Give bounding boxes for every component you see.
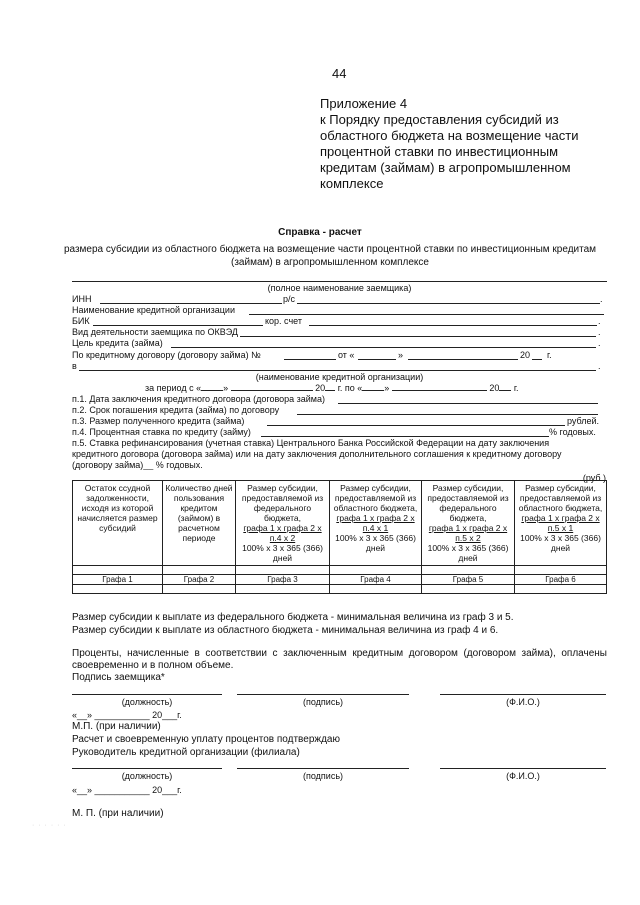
borrower-signature-label: Подпись заемщика*	[72, 672, 165, 683]
blank-cell	[330, 566, 422, 575]
formula-denominator: 100% х 3 х 365 (366) дней	[335, 533, 416, 553]
point-1: п.1. Дата заключения кредитного договора (договора займа)	[72, 394, 326, 404]
column-number: Графа 4	[330, 575, 422, 585]
borrower-name-caption: (полное наименование заемщика)	[267, 283, 412, 293]
inn-line	[100, 303, 282, 304]
period-end: г.	[513, 383, 519, 393]
header-cell	[515, 481, 607, 566]
appendix-heading	[320, 96, 620, 192]
period-row	[145, 383, 519, 393]
bik-line	[93, 325, 263, 326]
kor-line	[309, 325, 597, 326]
position-caption: (должность)	[121, 771, 173, 781]
okved-label: Вид деятельности заемщика по ОКВЭД	[72, 327, 238, 337]
blank-cell	[515, 585, 607, 594]
point-3: п.3. Размер полученного кредита (займа)	[72, 416, 245, 426]
contract-month-line	[408, 359, 518, 360]
bik-label: БИК	[72, 316, 90, 326]
blank-cell	[73, 566, 163, 575]
column-number: Графа 5	[422, 575, 515, 585]
appendix-line: Приложение 4	[320, 96, 408, 111]
credit-org-prefix: в	[72, 361, 77, 371]
header-cell-text: Размер субсидии, предоставляемой из федерального бюджета,	[427, 483, 509, 523]
formula-numerator: графа 1 х графа 2 х п.4 х 2	[243, 523, 322, 543]
point-4-unit: % годовых.	[549, 427, 596, 437]
signature-line	[237, 768, 409, 769]
period-quote: »	[384, 383, 390, 393]
okved-line	[240, 336, 596, 337]
column-number: Графа 6	[515, 575, 607, 585]
period-year: 20	[315, 383, 326, 393]
currency-note: (руб.)	[582, 473, 606, 483]
period-to: г. по «	[337, 383, 363, 393]
formula-numerator: графа 1 х графа 2 х п.4 х 1	[336, 513, 415, 533]
blank-cell	[515, 566, 607, 575]
quote-close: »	[398, 350, 404, 360]
year-prefix: 20	[520, 350, 531, 360]
subsidy-calculation-table	[72, 480, 607, 594]
table-blank-row	[73, 585, 607, 594]
signature-line	[237, 694, 409, 695]
header-cell: Остаток ссудной задолженности, исходя из которой начисляется размер субсидий	[73, 481, 163, 566]
header-cell-text: Размер субсидии, предоставляемой из областного бюджета,	[518, 483, 603, 513]
position-line	[72, 768, 222, 769]
point-4-line	[261, 436, 549, 437]
position-caption: (должность)	[121, 697, 173, 707]
point-2: п.2. Срок погашения кредита (займа) по договору	[72, 405, 280, 415]
point-5-line-3: (договору займа)__ % годовых.	[72, 460, 203, 470]
header-cell: Количество дней пользования кредитом (займом) в расчетном периоде	[163, 481, 236, 566]
header-cell-text: Размер субсидии, предоставляемой из областного бюджета,	[333, 483, 418, 513]
rs-line	[297, 303, 600, 304]
appendix-line: к Порядку предоставления субсидий из	[320, 112, 559, 127]
table-column-numbers-row	[73, 575, 607, 585]
document-subtitle: размера субсидии из областного бюджета на возмещение части процентной ставки по инвестиционным кредитам (займам) в агропромышленном комплексе	[63, 244, 597, 268]
page-number: 44	[332, 66, 347, 81]
header-cell	[330, 481, 422, 566]
row-end-dot: .	[598, 327, 601, 337]
payment-statement: Проценты, начисленные в соответствии с заключенным кредитным договором (договором займа), оплачены своевременно и в полном объеме.	[72, 648, 607, 671]
appendix-line: кредитам (займам) в агропромышленном	[320, 160, 571, 175]
signature-caption: (подпись)	[302, 771, 344, 781]
stamp-note: М.П. (при наличии)	[72, 721, 161, 732]
date-line: «__» ___________ 20___г.	[72, 710, 182, 720]
confirm-line-2: Руководитель кредитной организации (филиала)	[72, 747, 300, 758]
contract-date-from: от «	[338, 350, 355, 360]
blank-cell	[422, 566, 515, 575]
kor-label: кор. счет	[265, 316, 302, 326]
purpose-line	[171, 347, 596, 348]
contract-day-line	[358, 359, 396, 360]
header-cell	[422, 481, 515, 566]
fio-line	[440, 768, 606, 769]
formula-denominator: 100% х 3 х 365 (366) дней	[427, 543, 509, 563]
point-5-line-1: п.5. Ставка рефинансирования (учетная ставка) Центрального Банка Российской Федерации на дату заключения	[72, 438, 550, 448]
fio-caption: (Ф.И.О.)	[506, 771, 540, 781]
bank-name-label: Наименование кредитной организации	[72, 305, 235, 315]
period-year: 20	[489, 383, 500, 393]
appendix-line: процентной ставки по инвестиционным	[320, 144, 559, 159]
formula-denominator: 100% х 3 х 365 (366) дней	[242, 543, 323, 563]
confirm-line-1: Расчет и своевременную уплату процентов подтверждаю	[72, 734, 340, 745]
point-3-unit: рублей.	[567, 416, 600, 426]
position-line	[72, 694, 222, 695]
point-1-line	[338, 403, 598, 404]
table-header-row	[73, 481, 607, 566]
document-title: Справка - расчет	[278, 227, 362, 238]
inn-label: ИНН	[72, 294, 92, 304]
blank-cell	[163, 566, 236, 575]
blank-cell	[422, 585, 515, 594]
appendix-line: областного бюджета на возмещение части	[320, 128, 579, 143]
contract-number-line	[284, 359, 336, 360]
appendix-line: комплексе	[320, 176, 384, 191]
blank-cell	[330, 585, 422, 594]
credit-org-caption: (наименование кредитной организации)	[255, 372, 424, 382]
date-line: «__» ___________ 20___г.	[72, 785, 182, 795]
row-end-dot: .	[600, 294, 603, 304]
stamp-note: М. П. (при наличии)	[72, 808, 164, 819]
header-cell	[236, 481, 330, 566]
blank-cell	[236, 566, 330, 575]
scan-artifact: · · · · · ·	[32, 822, 67, 829]
row-end-dot: .	[598, 338, 601, 348]
point-4: п.4. Процентная ставка по кредиту (займу)	[72, 427, 251, 437]
formula-numerator: графа 1 х графа 2 х п.5 х 1	[521, 513, 600, 533]
header-cell-text: Размер субсидии, предоставляемой из федерального бюджета,	[241, 483, 324, 523]
rs-label: р/с	[283, 294, 296, 304]
formula-numerator: графа 1 х графа 2 х п.5 х 2	[428, 523, 508, 543]
fio-line	[440, 694, 606, 695]
period-quote: »	[223, 383, 229, 393]
borrower-name-line	[72, 281, 607, 282]
row-end-dot: .	[598, 361, 601, 371]
column-number: Графа 1	[73, 575, 163, 585]
column-number: Графа 3	[236, 575, 330, 585]
blank-cell	[163, 585, 236, 594]
fio-caption: (Ф.И.О.)	[506, 697, 540, 707]
formula-denominator: 100% х 3 х 365 (366) дней	[520, 533, 601, 553]
purpose-label: Цель кредита (займа)	[72, 338, 163, 348]
point-3-line	[267, 425, 565, 426]
blank-cell	[73, 585, 163, 594]
contract-label: По кредитному договору (договору займа) №	[72, 350, 261, 360]
column-number: Графа 2	[163, 575, 236, 585]
summary-federal: Размер субсидии к выплате из федерального бюджета - минимальная величина из граф 3 и 5.	[72, 612, 514, 623]
point-2-line	[297, 414, 598, 415]
point-5-line-2: кредитного договора (договора займа) или на дату заключения дополнительного соглашения к кредитному договору	[72, 449, 562, 459]
table-blank-row	[73, 566, 607, 575]
blank-cell	[236, 585, 330, 594]
row-end-dot: .	[598, 316, 601, 326]
summary-regional: Размер субсидии к выплате из областного бюджета - минимальная величина из граф 4 и 6.	[72, 625, 499, 636]
credit-org-line	[79, 370, 596, 371]
bank-name-line	[249, 314, 604, 315]
year-suffix: г.	[547, 350, 552, 360]
year-line	[532, 359, 542, 360]
signature-caption: (подпись)	[302, 697, 344, 707]
period-from: за период с «	[145, 383, 202, 393]
